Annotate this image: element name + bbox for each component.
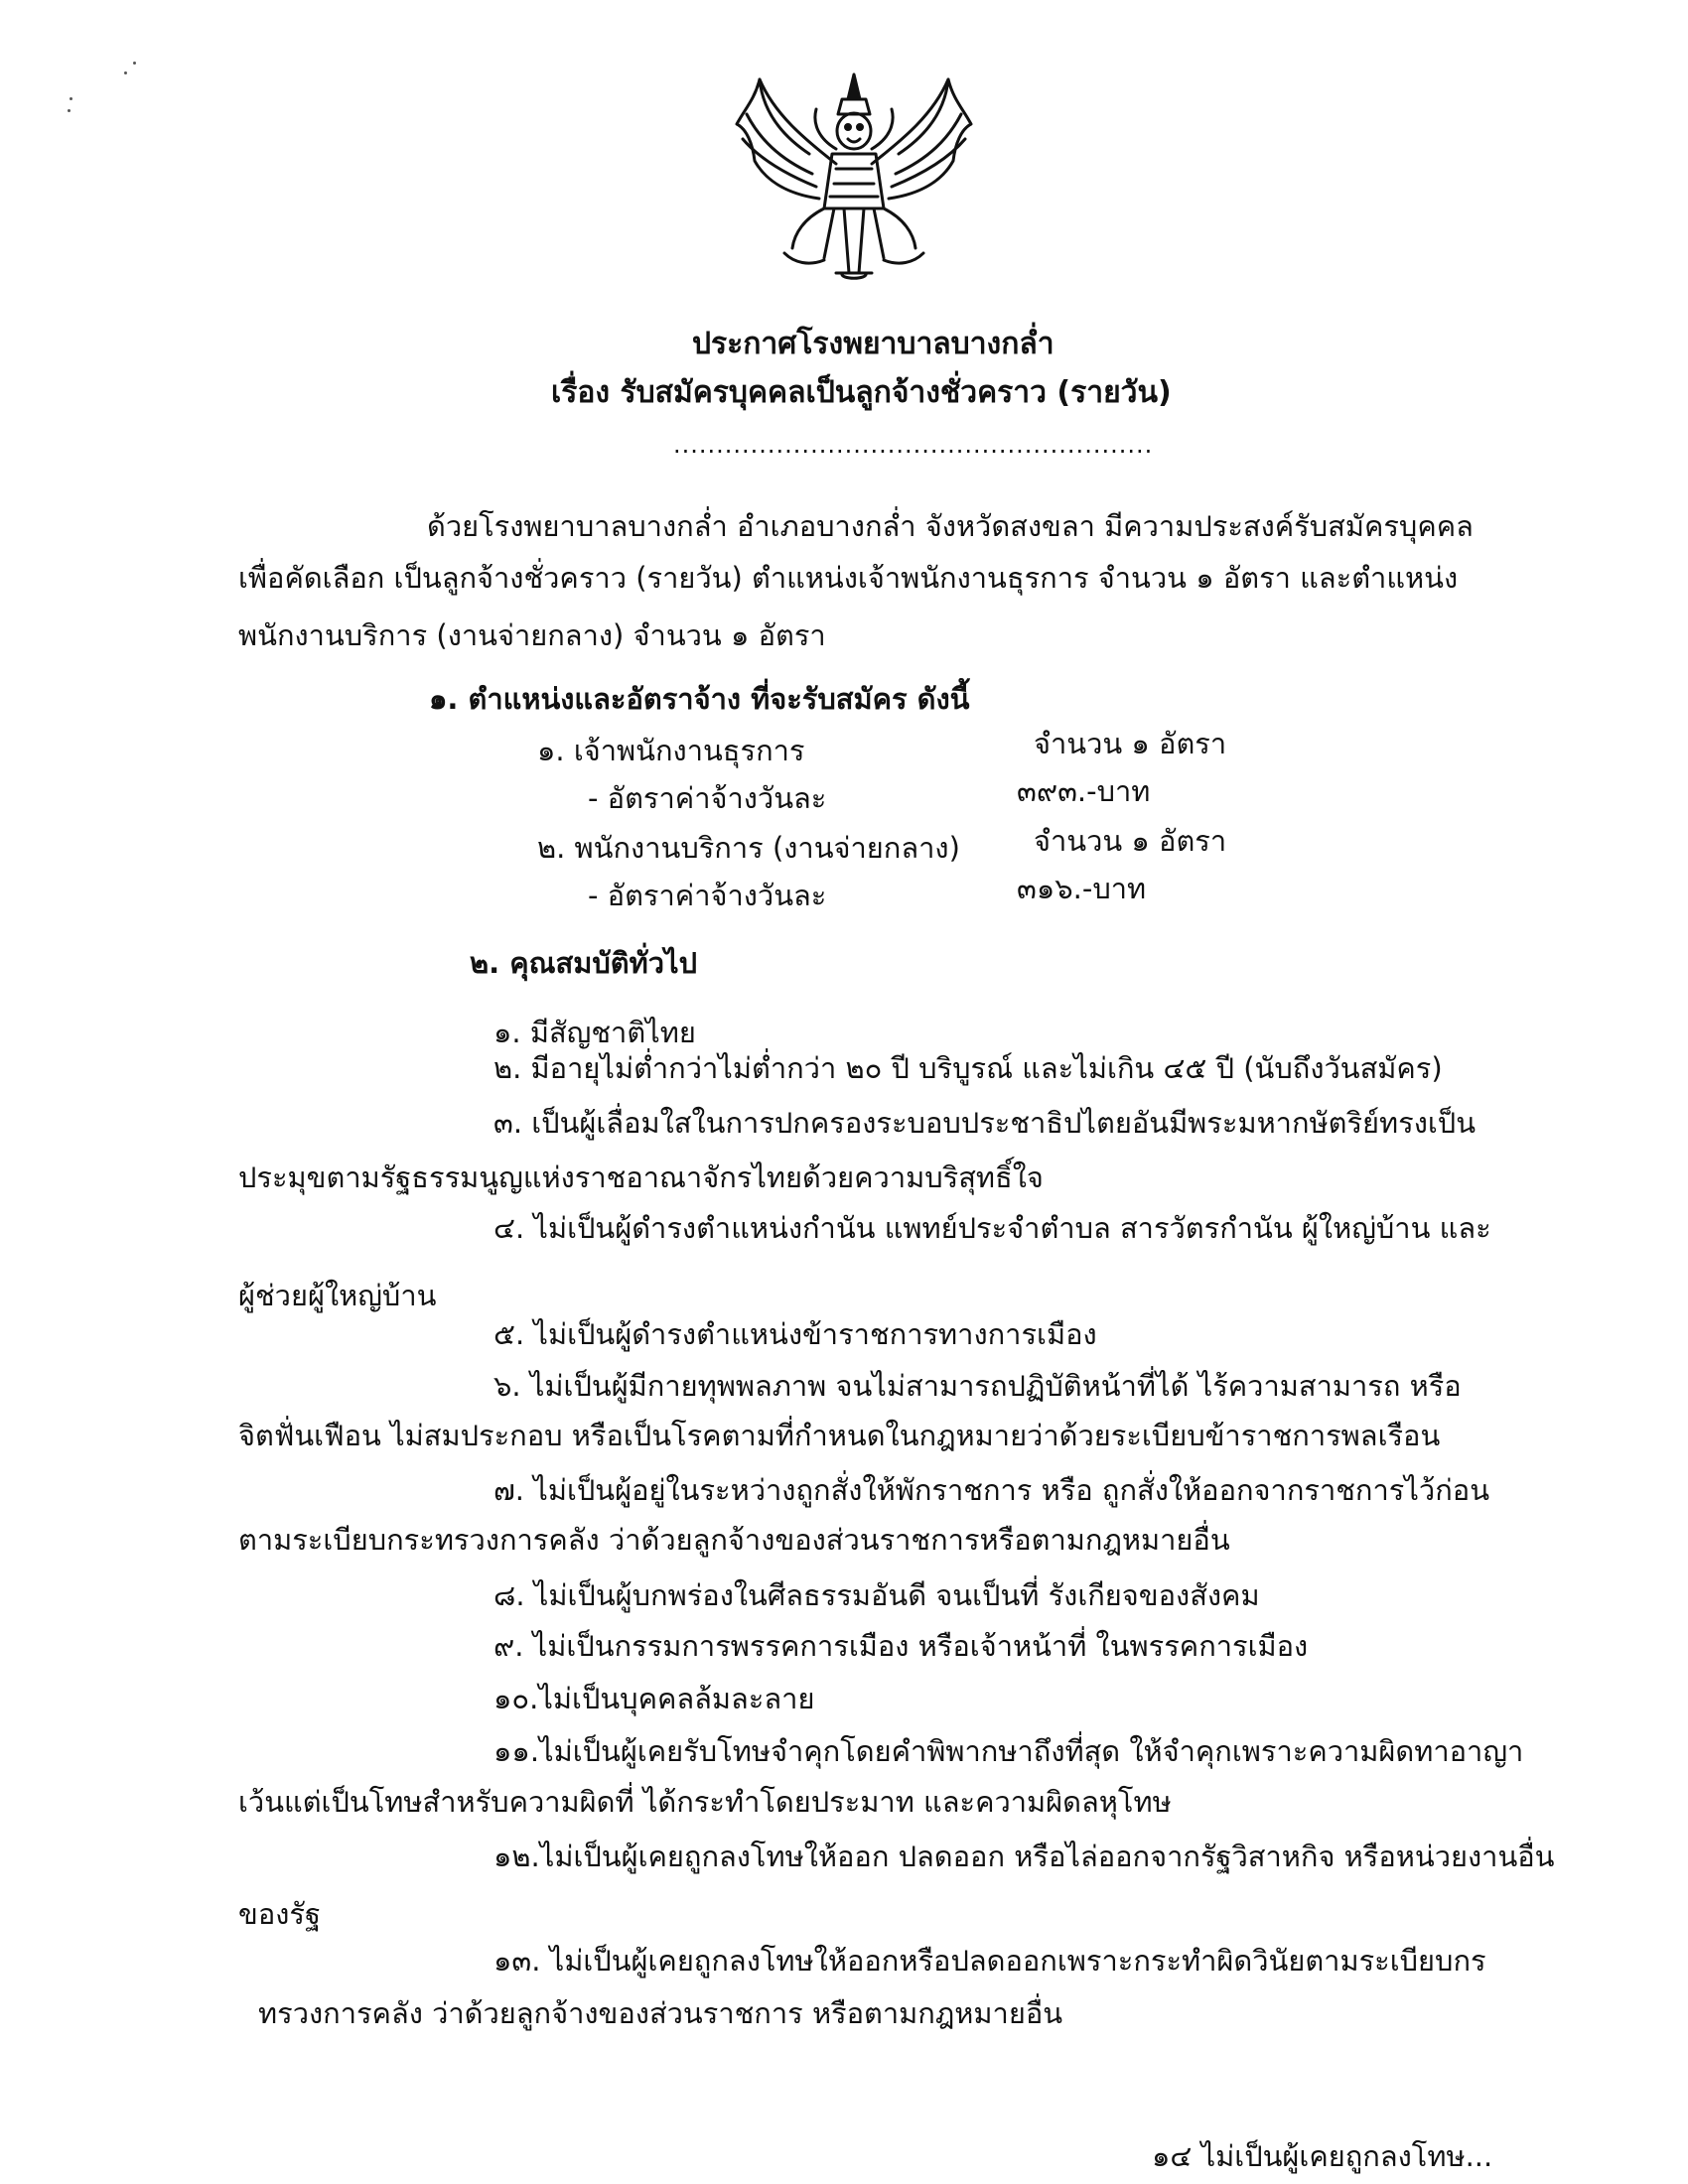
page-title: ประกาศโรงพยาบาลบางกล่ำ — [692, 327, 1055, 361]
qualification-line: ๑๓. ไม่เป็นผู้เคยถูกลงโทษให้ออกหรือปลดออกเพราะกระทำผิดวินัยตามระเบียบกร — [493, 1944, 1486, 1978]
position-2-wage-label: - อัตราค่าจ้างวันละ — [588, 879, 827, 912]
qualification-line: ๕. ไม่เป็นผู้ดำรงตำแหน่งข้าราชการทางการเมือง — [493, 1317, 1097, 1351]
scan-speck — [133, 62, 136, 65]
qualification-line: ๑๑.ไม่เป็นผู้เคยรับโทษจำคุกโดยคำพิพากษาถึงที่สุด ให้จำคุกเพราะความผิดทาอาญา — [493, 1734, 1524, 1768]
position-2-wage: ๓๑๖.-บาท — [1017, 872, 1147, 905]
position-1-count: จำนวน ๑ อัตรา — [1034, 727, 1227, 760]
scan-speck — [68, 109, 70, 112]
scan-speck — [124, 71, 127, 74]
qualification-line: จิตฟั่นเฟือน ไม่สมประกอบ หรือเป็นโรคตามที่กำหนดในกฎหมายว่าด้วยระเบียบข้าราชการพลเรือน — [238, 1419, 1441, 1452]
qualification-line: ๑๒.ไม่เป็นผู้เคยถูกลงโทษให้ออก ปลดออก หรือไล่ออกจากรัฐวิสาหกิจ หรือหน่วยงานอื่น — [493, 1840, 1555, 1873]
garuda-emblem-icon — [725, 69, 983, 283]
qualification-line: เว้นแต่เป็นโทษสำหรับความผิดที่ ได้กระทำโดยประมาท และความผิดลหุโทษ — [238, 1785, 1172, 1819]
position-1-name: ๑. เจ้าพนักงานธุรการ — [537, 734, 805, 767]
intro-line-3: พนักงานบริการ (งานจ่ายกลาง) จำนวน ๑ อัตรา — [238, 618, 826, 652]
position-2-count: จำนวน ๑ อัตรา — [1034, 824, 1227, 858]
qualification-line: ๔. ไม่เป็นผู้ดำรงตำแหน่งกำนัน แพทย์ประจำตำบล สารวัตรกำนัน ผู้ใหญ่บ้าน และ — [493, 1211, 1491, 1245]
qualification-line: ๑. มีสัญชาติไทย — [493, 1016, 696, 1049]
continuation-note: ๑๔ ไม่เป็นผู้เคยถูกลงโทษ... — [1152, 2139, 1493, 2173]
scan-speck — [70, 97, 72, 100]
qualification-line: ๘. ไม่เป็นผู้บกพร่องในศีลธรรมอันดี จนเป็นที่ รังเกียจของสังคม — [493, 1578, 1260, 1612]
position-2-name: ๒. พนักงานบริการ (งานจ่ายกลาง) — [537, 831, 960, 865]
intro-line-1: ด้วยโรงพยาบาลบางกล่ำ อำเภอบางกล่ำ จังหวัดสงขลา มีความประสงค์รับสมัครบุคคล — [427, 509, 1474, 543]
qualification-line: ของรัฐ — [238, 1897, 321, 1931]
section-2-heading: ๒. คุณสมบัติทั่วไป — [470, 946, 697, 980]
qualification-line: ประมุขตามรัฐธรรมนูญแห่งราชอาณาจักรไทยด้วยความบริสุทธิ์ใจ — [238, 1160, 1044, 1194]
qualification-line: ๑๐.ไม่เป็นบุคคลล้มละลาย — [493, 1682, 815, 1715]
qualification-line: ตามระเบียบกระทรวงการคลัง ว่าด้วยลูกจ้างของส่วนราชการหรือตามกฎหมายอื่น — [238, 1523, 1230, 1557]
header-divider: ........................................................ — [673, 431, 1154, 459]
qualification-line: ๒. มีอายุไม่ต่ำกว่าไม่ต่ำกว่า ๒๐ ปี บริบูรณ์ และไม่เกิน ๔๕ ปี (นับถึงวันสมัคร) — [493, 1051, 1443, 1085]
qualification-line: ๖. ไม่เป็นผู้มีกายทุพพลภาพ จนไม่สามารถปฏิบัติหน้าที่ได้ ไร้ความสามารถ หรือ — [493, 1369, 1462, 1403]
qualification-line: ทรวงการคลัง ว่าด้วยลูกจ้างของส่วนราชการ หรือตามกฎหมายอื่น — [258, 1996, 1063, 2030]
section-1-heading: ๑. ตำแหน่งและอัตราจ้าง ที่จะรับสมัคร ดังนี้ — [429, 682, 970, 716]
subject-line: เรื่อง รับสมัครบุคคลเป็นลูกจ้างชั่วคราว (รายวัน) — [551, 375, 1172, 410]
qualification-line: ๓. เป็นผู้เลื่อมใสในการปกครองระบอบประชาธิปไตยอันมีพระมหากษัตริย์ทรงเป็น — [493, 1106, 1477, 1140]
qualification-line: ๙. ไม่เป็นกรรมการพรรคการเมือง หรือเจ้าหน้าที่ ในพรรคการเมือง — [493, 1629, 1309, 1663]
qualification-line: ๗. ไม่เป็นผู้อยู่ในระหว่างถูกสั่งให้พักราชการ หรือ ถูกสั่งให้ออกจากราชการไว้ก่อน — [493, 1473, 1490, 1507]
qualification-line: ผู้ช่วยผู้ใหญ่บ้าน — [238, 1279, 437, 1312]
position-1-wage: ๓๙๓.-บาท — [1017, 774, 1151, 808]
intro-line-2: เพื่อคัดเลือก เป็นลูกจ้างชั่วคราว (รายวัน) ตำแหน่งเจ้าพนักงานธุรการ จำนวน ๑ อัตรา และตำแหน่ง — [238, 561, 1459, 595]
position-1-wage-label: - อัตราค่าจ้างวันละ — [588, 781, 827, 815]
